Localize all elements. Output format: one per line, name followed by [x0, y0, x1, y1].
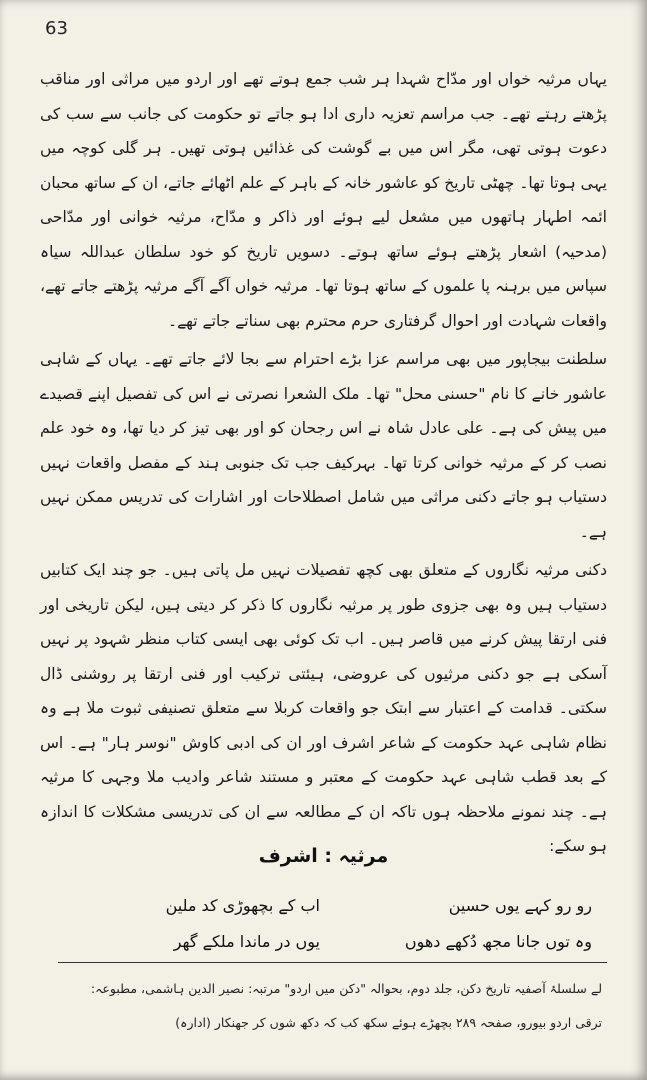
verse-line: اب کے بچھوڑی کد ملین — [165, 896, 320, 915]
verse-title: مرثیہ : اشرف — [258, 845, 389, 867]
footnote-line: لے سلسلۂ آصفیہ تاریخ دکن، جلد دوم، بحوالہ "دکن میں اردو" مرتبہ: نصیر الدین ہاشمی، مطبوعہ: — [90, 981, 602, 996]
footnote — [40, 972, 602, 1040]
paragraph-2: سلطنت بیجاپور میں بھی مراسم عزا بڑے احترام سے بجا لائے جاتے تھے۔ یہاں کے شاہی عاشور خانے کا نام "حسنی محل" تھا۔ ملک الشعرا نصرتی نے اس کی تفصیل اپنے قصیدے میں پیش کی ہے۔ علی عادل شاہ نے اس رجحان کو اور بھی تیز کر دیا تھا، وہ خود علم نصب کر کے مرثیہ خوانی کرتا تھا۔ بہرکیف جب تک جنوبی ہند کے مفصل واقعات نہیں دستیاب ہو جاتے دکنی مراثی میں شامل اصطلاحات اور اشارات کی تدریس ممکن نہیں ہے۔ — [40, 350, 607, 541]
page-number: 63 — [45, 18, 68, 39]
verse-line: وہ توں جانا مجھ دُکھے دھوں — [404, 932, 592, 951]
footnote-divider — [58, 962, 607, 963]
verse-right-column — [342, 888, 592, 960]
verse-line: یوں در ماندا ملکے گھر — [173, 932, 320, 951]
paragraph-3: دکنی مرثیہ نگاروں کے متعلق بھی کچھ تفصیلات نہیں مل پاتی ہیں۔ جو چند ایک کتابیں دستیاب ہیں وہ بھی جزوی طور پر مرثیہ نگاروں کا ذکر کر دیتی ہیں، لیکن تاریخی اور فنی ارتقا پیش کرنے میں قاصر ہیں۔ اب تک کوئی بھی ایسی کتاب منظر شہود پر نہیں آسکی ہے جو دکنی مرثیوں کی عروضی، ہیئتی ترکیب اور فنی ارتقا پر روشنی ڈال سکتی۔ قدامت کے اعتبار سے ابتک جو واقعات کربلا سے متعلق تصنیفی ثبوت ملا ہے وہ نظام شاہی عہد حکومت کے شاعر اشرف اور ان کی ادبی کاوش "نوسر ہار" ہے۔ اس کے بعد قطب شاہی عہد حکومت کے معتبر و مستند شاعر وادیب ملا وجہی کا مرثیہ ہے۔ چند نمونے ملاحظہ ہوں تاکہ ان کے مطالعہ سے ان کی تدریسی مشکلات کا اندازہ ہو سکے: — [40, 561, 607, 855]
verse-line: رو رو کہے یوں حسین — [448, 896, 592, 915]
footnote-line: ترقی اردو بیورو، صفحہ ۲۸۹ بچھڑے ہوئے سکھ کب کہ دکھ شوں کر جھنکار (ادارہ) — [175, 1015, 602, 1030]
main-text — [40, 62, 607, 864]
paragraph-1: یہاں مرثیہ خواں اور مدّاح شہدا ہر شب جمع ہوتے تھے اور اردو میں مراثی اور مناقب پڑھتے رہتے تھے۔ جب مراسم تعزیہ داری ادا ہو جاتے تو حکومت کی جانب سے سب کی دعوت ہوتی تھی، مگر اس میں بے گوشت کی غذائیں ہوتی تھیں۔ ہر گلی کوچہ میں یہی ہوتا تھا۔ چھٹی تاریخ کو عاشور خانہ کے باہر کے علم اٹھائے جاتے، ان کے ساتھ محبان ائمہ اطہار ہاتھوں میں مشعل لیے ہوئے اور ذاکر و مدّاح، مرثیہ خوانی اور مدّاحی (مدحیہ) اشعار پڑھتے ہوئے ساتھ ہوتے۔ دسویں تاریخ کو خود سلطان عبداللہ سیاہ سپاس میں برہنہ پا علموں کے ساتھ ہوتا تھا۔ مرثیہ خواں آگے آگے مرثیہ پڑھتے جاتے تھے، واقعات شہادت اور احوال گرفتاری حرم محترم بھی سناتے جاتے تھے۔ — [40, 70, 607, 330]
verse-left-column — [90, 888, 320, 960]
